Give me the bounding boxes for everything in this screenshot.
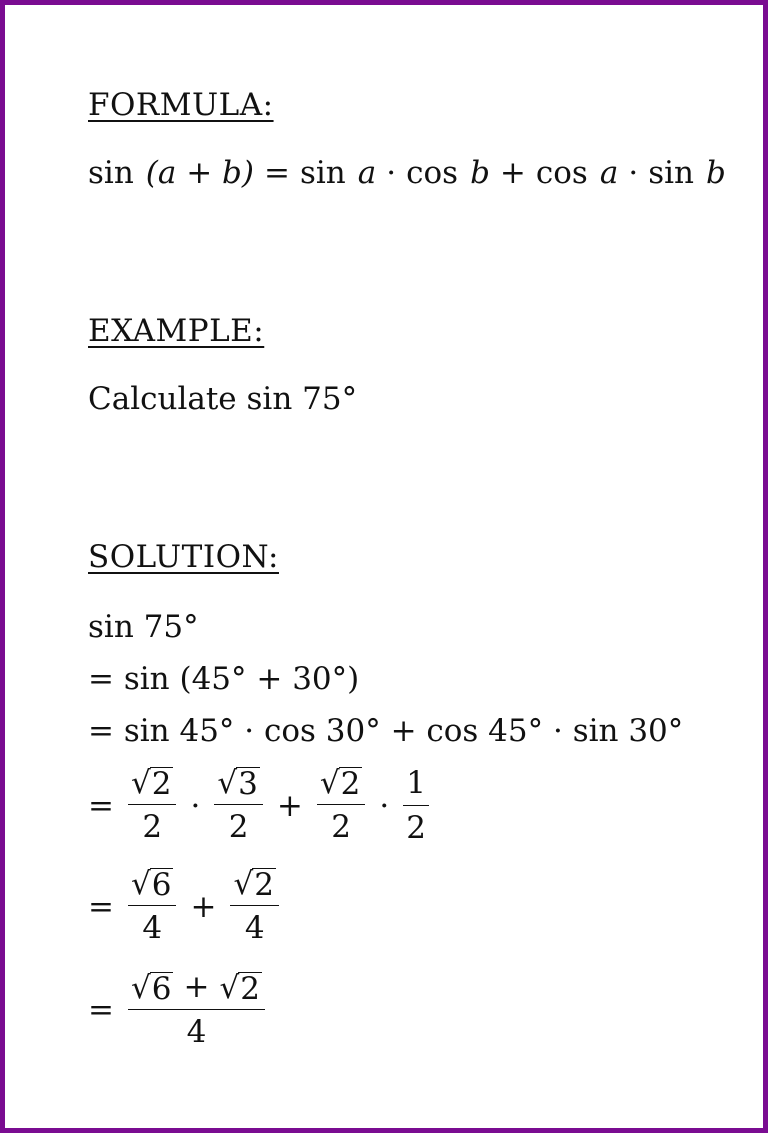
example-expression: sin 75° — [246, 381, 358, 417]
sqrt-numerator — [128, 867, 177, 905]
solution-step-5 — [88, 867, 283, 946]
plus-sign: + — [190, 888, 217, 925]
equals-sign: = — [88, 991, 114, 1028]
sqrt-numerator — [230, 867, 279, 905]
var-b: b — [705, 155, 726, 191]
radicand: 6 — [151, 867, 172, 903]
sqrt-numerator — [317, 766, 366, 804]
numerator: 1 — [406, 765, 426, 801]
formula-lhs-arg: (a + b) — [145, 155, 254, 191]
radicand: 2 — [151, 766, 172, 802]
solution-step-6 — [88, 969, 269, 1050]
sqrt-term — [219, 971, 262, 1005]
radicand: 2 — [240, 971, 260, 1007]
denominator: 4 — [244, 910, 265, 946]
var-a: a — [357, 155, 377, 191]
radical-sign: √ — [130, 765, 151, 801]
radicand: 6 — [151, 971, 172, 1007]
radical-sign: √ — [219, 970, 240, 1006]
dot-operator: · — [386, 155, 397, 191]
dot-operator: · — [628, 155, 639, 191]
radicand: 2 — [340, 766, 361, 802]
sqrt-numerator — [214, 766, 263, 804]
radical-sign: √ — [130, 866, 151, 902]
var-b: b — [470, 155, 490, 191]
radical-sign: √ — [130, 970, 151, 1006]
solution-step-2: = sin (45° + 30°) — [88, 661, 360, 697]
equals-sign: = — [88, 888, 114, 925]
plus-sign: + — [276, 787, 303, 824]
fn-cos: cos — [406, 155, 459, 191]
radical-sign: √ — [233, 866, 254, 902]
radicand: 3 — [238, 766, 258, 802]
fn-cos: cos — [535, 155, 588, 191]
combined-numerator — [128, 969, 265, 1009]
denominator: 2 — [142, 809, 163, 845]
fn-sin: sin — [299, 155, 346, 191]
sqrt-term — [131, 971, 174, 1005]
equals-sign: = — [88, 787, 114, 824]
fraction — [128, 766, 177, 845]
radical-sign: √ — [217, 765, 238, 801]
fn-sin: sin — [648, 155, 694, 191]
example-prompt: Calculate — [88, 381, 237, 417]
denominator: 2 — [406, 810, 426, 846]
denominator: 4 — [142, 910, 163, 946]
equals-sign: = — [264, 155, 290, 191]
denominator: 4 — [186, 1014, 207, 1050]
example-heading: EXAMPLE: — [88, 313, 265, 349]
formula-line — [88, 155, 726, 191]
radicand: 2 — [254, 867, 274, 903]
fraction — [128, 969, 265, 1050]
fraction — [214, 766, 263, 845]
fraction — [128, 867, 177, 946]
denominator: 2 — [331, 809, 351, 845]
plus-sign: + — [183, 969, 210, 1005]
var-a: a — [599, 155, 619, 191]
solution-heading: SOLUTION: — [88, 539, 279, 575]
sqrt-numerator — [128, 766, 177, 804]
plus-sign: + — [499, 155, 526, 191]
fraction — [317, 766, 366, 845]
solution-step-3: = sin 45° · cos 30° + cos 45° · sin 30° — [88, 713, 684, 749]
fraction — [403, 765, 429, 846]
radical-sign: √ — [319, 765, 340, 801]
formula-heading: FORMULA: — [88, 87, 274, 123]
solution-step-1: sin 75° — [88, 609, 199, 645]
dot-operator: · — [190, 787, 201, 824]
fn-sin: sin — [88, 155, 134, 191]
solution-step-4 — [88, 765, 433, 846]
example-text — [88, 379, 357, 419]
fraction — [230, 867, 279, 946]
dot-operator: · — [379, 787, 390, 824]
denominator: 2 — [228, 809, 249, 845]
